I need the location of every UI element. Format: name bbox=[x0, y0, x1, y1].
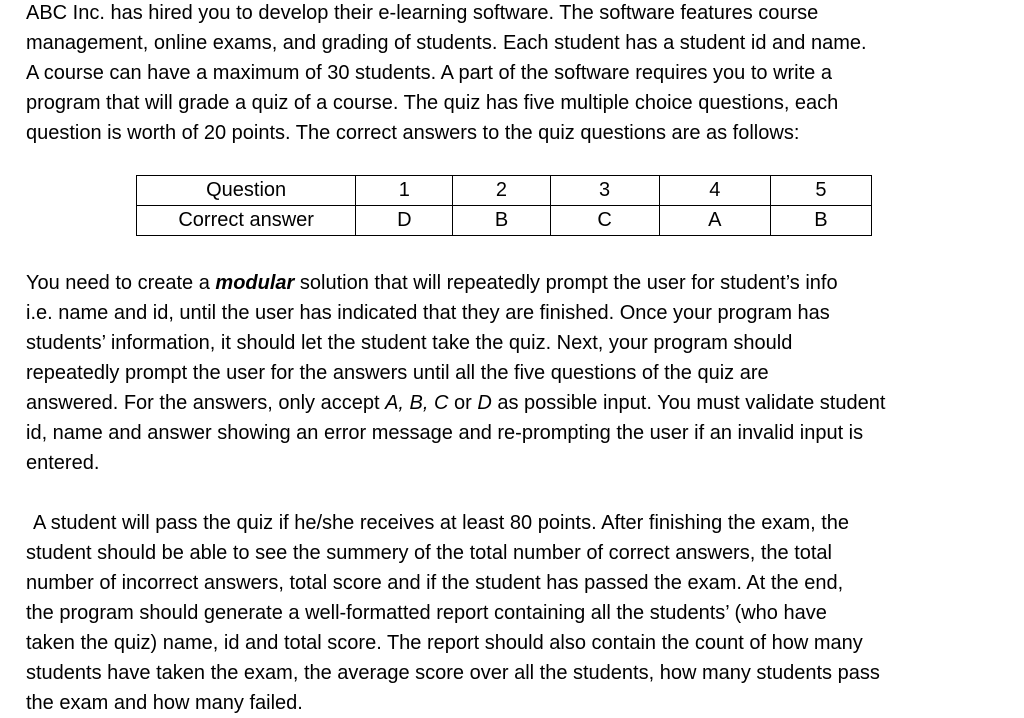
summary-line: A student will pass the quiz if he/she receives at least 80 points. After finishing the exam, the bbox=[33, 512, 850, 534]
requirements-paragraph bbox=[26, 268, 996, 478]
requirements-line: i.e. name and id, until the user has indicated that they are finished. Once your program has bbox=[26, 302, 830, 324]
correct-answer: C bbox=[550, 206, 659, 236]
requirements-text: or bbox=[448, 392, 478, 414]
question-number: 3 bbox=[550, 176, 659, 206]
intro-line: program that will grade a quiz of a course. The quiz has five multiple choice questions, each bbox=[26, 92, 839, 114]
answer-row-label: Correct answer bbox=[137, 206, 356, 236]
summary-line: the program should generate a well-formatted report containing all the students’ (who have bbox=[26, 602, 827, 624]
answer-row bbox=[137, 206, 872, 236]
intro-paragraph bbox=[26, 0, 996, 148]
question-number: 4 bbox=[659, 176, 770, 206]
summary-line: students have taken the exam, the average score over all the students, how many students pass bbox=[26, 662, 880, 684]
requirements-line: repeatedly prompt the user for the answers until all the five questions of the quiz are bbox=[26, 362, 769, 384]
summary-paragraph bbox=[26, 508, 1003, 718]
intro-line: A course can have a maximum of 30 students. A part of the software requires you to write a bbox=[26, 62, 832, 84]
question-number: 5 bbox=[770, 176, 871, 206]
correct-answer: A bbox=[659, 206, 770, 236]
intro-line: ABC Inc. has hired you to develop their e-learning software. The software features course bbox=[26, 2, 819, 24]
correct-answer: B bbox=[453, 206, 550, 236]
question-number: 2 bbox=[453, 176, 550, 206]
answer-key-table bbox=[136, 175, 872, 236]
question-row-label: Question bbox=[137, 176, 356, 206]
modular-emphasis: modular bbox=[215, 272, 295, 294]
requirements-text: solution that will repeatedly prompt the user for student’s info bbox=[294, 272, 838, 294]
requirements-text: You need to create a bbox=[26, 272, 216, 294]
summary-line: student should be able to see the summery of the total number of correct answers, the total bbox=[26, 542, 832, 564]
requirements-line: entered. bbox=[26, 452, 100, 474]
question-number: 1 bbox=[356, 176, 453, 206]
requirements-line: students’ information, it should let the student take the quiz. Next, your program should bbox=[26, 332, 793, 354]
summary-line: taken the quiz) name, id and total score. The report should also contain the count of how many bbox=[26, 632, 863, 654]
answer-choice-d: D bbox=[477, 392, 492, 414]
summary-line: number of incorrect answers, total score and if the student has passed the exam. At the end, bbox=[26, 572, 844, 594]
requirements-text: as possible input. You must validate student bbox=[491, 392, 886, 414]
requirements-text: answered. For the answers, only accept bbox=[26, 392, 386, 414]
requirements-line bbox=[26, 388, 996, 418]
correct-answer: B bbox=[770, 206, 871, 236]
answer-choices: A, B, C bbox=[385, 392, 449, 414]
intro-line: question is worth of 20 points. The correct answers to the quiz questions are as follows: bbox=[26, 122, 800, 144]
requirements-line bbox=[26, 268, 996, 298]
correct-answer: D bbox=[356, 206, 453, 236]
summary-line: the exam and how many failed. bbox=[26, 692, 303, 714]
question-row bbox=[137, 176, 872, 206]
requirements-line: id, name and answer showing an error message and re-prompting the user if an invalid input is bbox=[26, 422, 864, 444]
intro-line: management, online exams, and grading of students. Each student has a student id and name. bbox=[26, 32, 867, 54]
